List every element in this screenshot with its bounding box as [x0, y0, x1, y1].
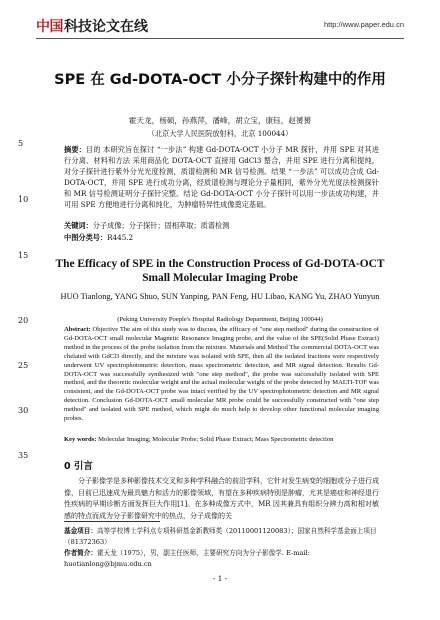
keywords-en-text: Molecular Imaging; Molecular Probe; Solid Phase Extract; Mass Spectrometric detection — [96, 436, 334, 443]
section-heading-introduction: 0 引言 — [64, 461, 93, 472]
logo-text: 科技论文在线 — [64, 18, 148, 34]
authors-en: HUO Tianlong, YANG Shuo, SUN Yanping, PAN Feng, HU Libao, KANG Yu, ZHAO Yunyun — [60, 292, 380, 301]
header-divider — [36, 38, 404, 39]
abstract-en — [64, 326, 379, 424]
introduction-paragraph: 分子影像学是多种影像技术交叉和多种学科融合的前沿学科，它针对发生病变的细胞或分子进行成像，目前已迅速成为最具魅力和活力的影像领域，有望在多种疾病特别是肿瘤，尤其是癌症和神经退行性疾病的早期诊断方面发挥巨大作用[1]。在多种成像方式中，MR 因其兼具有组织分辨力高和相对敏感的特点而成为分子影像研究中的热点，分子成像的关 — [64, 477, 379, 520]
author-bio-note — [64, 548, 379, 570]
page-header — [36, 14, 404, 36]
site-logo[interactable] — [36, 16, 148, 36]
line-number: 35 — [18, 451, 29, 460]
logo-mark: 中国 — [36, 18, 63, 34]
funding-label: 基金项目： — [64, 527, 97, 535]
line-number: 30 — [18, 406, 29, 415]
footnote-divider — [64, 521, 160, 522]
keywords-zh-label: 关键词： — [64, 221, 93, 230]
keywords-en — [64, 436, 379, 445]
abstract-zh — [64, 144, 379, 210]
funding-note — [64, 526, 379, 548]
abstract-zh-label: 摘要： — [64, 145, 87, 154]
site-url-link[interactable]: http://www.paper.edu.cn — [323, 20, 404, 29]
line-number: 10 — [18, 195, 29, 204]
abstract-zh-text: 目的 本研究旨在探讨 “一步法” 构建 Gd-DOTA-OCT 小分子 MR 探针，并用 SPE 对其进行分离、材料和方法 采用商品化 DOTA-OCT 直接用 GdCl3 螯合，并用 SPE 进行分离和提纯，对分子探针进行紫外分光光度检测，质谱检测和 MR 信号检测。结果 “一步法” 可以成功合成 Gd-DOTA-OCT，并用 SPE 进行成功分离，经质谱检测与理论分子量相同，紫外分光光度法检测探针和 MR 信号检测证明分子探针完整。结论 Gd-DOTA-OCT 小分子探针可以用一步法成功构建，并可用 SPE 方便地进行分离和纯化，为肿瘤特异性成像奠定基础。 — [64, 145, 379, 209]
line-number: 20 — [18, 316, 29, 325]
paper-title-zh: SPE 在 Gd-DOTA-OCT 小分子探针构建中的作用 — [54, 72, 386, 88]
affiliation-en: (Peking University Poeple's Hospital Radiology Department, Beijing 100044) — [117, 316, 323, 323]
footnotes — [64, 526, 379, 570]
line-number: 15 — [18, 251, 29, 260]
abstract-en-label: Abstract: — [64, 326, 91, 333]
keywords-zh-text: 分子成像；分子探针；固相萃取；质谱检测 — [92, 221, 230, 230]
keywords-zh — [64, 221, 379, 231]
classification-zh-label: 中图分类号： — [64, 233, 108, 242]
author-bio-label: 作者简介： — [64, 549, 97, 557]
classification-zh — [64, 233, 379, 243]
keywords-en-label: Key words: — [64, 436, 97, 443]
classification-zh-text: R445.2 — [107, 233, 134, 242]
authors-zh: 霍天龙，杨硕，孙燕萍，潘峰，胡立宝，康钰，赵赟赟 — [128, 116, 312, 125]
funding-text: 高等学校博士学科点专项科研基金新教师类（20110001120083）；国家自然科学基金面上项目（81372363） — [64, 527, 377, 546]
line-number: 25 — [18, 361, 29, 370]
line-number: 5 — [18, 139, 24, 148]
author-bio-text: 霍天龙（1975），男，副主任医师，主要研究方向为分子影像学. E-mail: huotianlong@bjmu.edu.cn — [64, 549, 310, 568]
page-number: - 1 - — [212, 574, 228, 583]
paper-title-en: The Efficacy of SPE in the Construction Process of Gd-DOTA-OCT Small Molecular Imaging Probe — [55, 258, 385, 284]
affiliation-zh: （北京大学人民医院放射科，北京 100044） — [147, 129, 293, 138]
abstract-en-text: Objective The aim of this study was to discuss, the efficacy of "one step method" during the construction of Gd-DOTA-OCT small molecular Magnetic Resonance Imaging probe, and the value of the SPE(Solid Phase Extract) method in the process of the probe isolation from the mixture. Materials and Method The commercial DOTA-OCT was chelated with GdCl3 directly, and the mixture was isolated with SPE, then all the isolated fractions were respectively underwent UV spectrophotometric detection, mass spectrometric detection, and MR signal detection. Results Gd-DOTA-OCT was successfully synthesized with "one step method", the probe was successfully isolated with SPE method, and the theoretic molecular weight and the actual molecular weight of the probe detected by MALTI-TOF was consistent, and the Gd-DOTA-OCT probe was intact verified by the UV spectrophotometric detection and MR signal detection. Conclusion Gd-DOTA-OCT small molecular MR probe could be successfully constructed with "one step method" and isolated with SPE method, which might do much help to develop other functional molecular imaging probes. — [64, 326, 379, 423]
